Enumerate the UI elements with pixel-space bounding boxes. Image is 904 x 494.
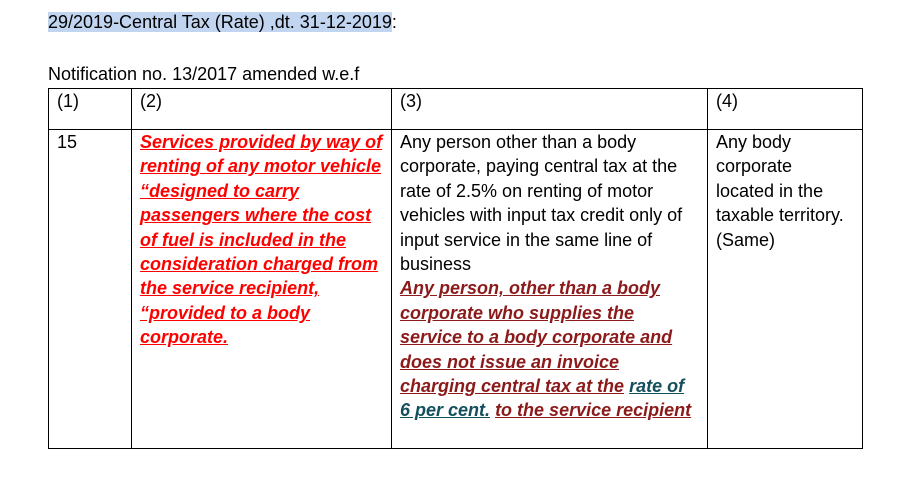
recipient-cell (708, 130, 863, 449)
supplier-cell (392, 130, 708, 449)
header-col-4: (4) (708, 89, 863, 130)
notification-line: Notification no. 13/2017 amended w.e.f (48, 64, 360, 84)
supplier-amendment-text: Any person, other than a body corporate who supplies the service to a body corporate and does not issue an invoice charging central tax at the (400, 278, 673, 397)
table-row (49, 130, 863, 449)
supplier-amendment-rate: rate of 6 per cent. (400, 376, 685, 421)
recipient-text: Any body corporate located in the taxable territory. (716, 132, 844, 226)
supplier-original-text: Any person other than a body corporate, paying central tax at the rate of 2.5% on renting of motor vehicles with input tax credit only of input service in the same line of business (400, 132, 683, 275)
service-description-cell (132, 130, 392, 449)
header-col-2: (2) (132, 89, 392, 130)
highlighted-title: 29/2019-Central Tax (Rate) ,dt. 31-12-2019 (48, 12, 392, 32)
header-col-1: (1) (49, 89, 132, 130)
header-col-3: (3) (392, 89, 708, 130)
document-title (48, 11, 397, 33)
notification-table (48, 88, 863, 449)
title-colon: : (391, 12, 397, 32)
serial-number-cell: 15 (49, 130, 132, 449)
service-description-text: Services provided by way of renting of any motor vehicle “designed to carry passengers where the cost of fuel is included in the consideration charged from the service recipient, “provided to a body corporate. (140, 132, 383, 348)
table-header-row (49, 89, 863, 130)
recipient-note: (Same) (716, 229, 776, 250)
supplier-amendment-tail: to the service recipient (495, 400, 692, 421)
